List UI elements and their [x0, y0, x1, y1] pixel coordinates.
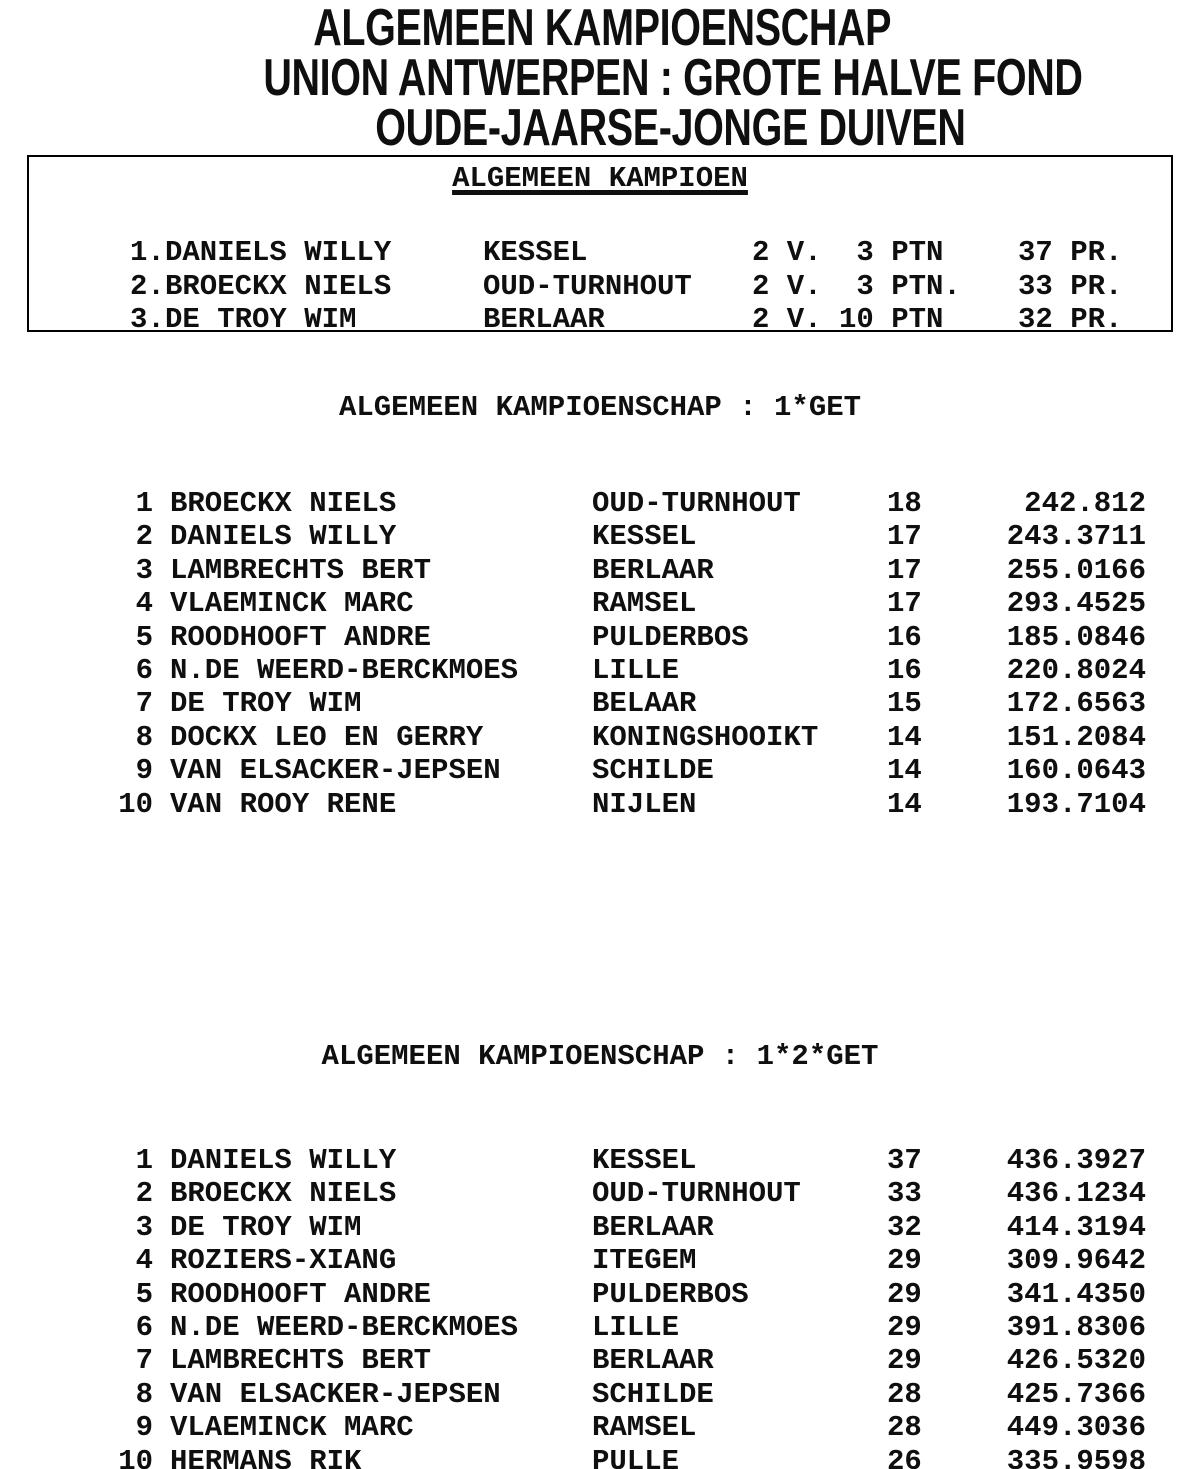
- ranking-city: BERLAAR: [592, 1344, 714, 1378]
- ranking-count: 18: [887, 487, 922, 520]
- ranking-value: 160.0643: [1006, 754, 1146, 788]
- ranking-rank: 2: [135, 1177, 153, 1211]
- ranking-rank: 5: [135, 620, 153, 654]
- champion-box-rows: [0, 236, 1200, 337]
- ranking-value: 293.4525: [1006, 587, 1146, 621]
- ranking-rank: 5: [135, 1277, 153, 1311]
- ranking-name: BROECKX NIELS: [170, 1177, 397, 1211]
- ranking-row: [0, 587, 1200, 620]
- champion-box-heading: [0, 162, 1200, 195]
- ranking-name: VLAEMINCK MARC: [170, 1411, 414, 1445]
- ranking-count: 29: [887, 1277, 922, 1311]
- section-1-2get-heading: ALGEMEEN KAMPIOENSCHAP : 1*2*GET: [321, 1040, 879, 1073]
- ranking-city: OUD-TURNHOUT: [592, 1177, 801, 1211]
- champion-position: 2.: [130, 269, 165, 303]
- champion-prizes: 33 PR.: [1018, 269, 1123, 303]
- section-1-2get-table: [0, 1144, 1200, 1469]
- ranking-row: [0, 1344, 1200, 1377]
- ranking-name: VAN ELSACKER-JEPSEN: [170, 754, 501, 788]
- ranking-rank: 10: [118, 787, 153, 821]
- ranking-rank: 6: [135, 1310, 153, 1344]
- ranking-value: 309.9642: [1006, 1244, 1146, 1278]
- ranking-city: PULDERBOS: [592, 1277, 749, 1311]
- ranking-value: 391.8306: [1006, 1310, 1146, 1344]
- ranking-row: [0, 1211, 1200, 1244]
- doc-title-line-3-text: OUDE-JAARSE-JONGE DUIVEN: [374, 99, 966, 157]
- ranking-city: KESSEL: [592, 520, 697, 554]
- ranking-rank: 8: [135, 1377, 153, 1411]
- ranking-name: VLAEMINCK MARC: [170, 587, 414, 621]
- ranking-rank: 1: [135, 1144, 153, 1177]
- doc-title-line-1-text: ALGEMEEN KAMPIOENSCHAP: [313, 0, 891, 57]
- ranking-count: 32: [887, 1210, 922, 1244]
- ranking-row: [0, 487, 1200, 520]
- ranking-name: VAN ELSACKER-JEPSEN: [170, 1377, 501, 1411]
- ranking-name: HERMANS RIK: [170, 1444, 362, 1469]
- ranking-city: NIJLEN: [592, 787, 697, 821]
- doc-title-line-2-text: UNION ANTWERPEN : GROTE HALVE FOND: [263, 49, 1083, 107]
- ranking-rank: 9: [135, 1411, 153, 1445]
- ranking-city: RAMSEL: [592, 587, 697, 621]
- ranking-city: PULLE: [592, 1444, 680, 1469]
- ranking-row: [0, 1445, 1200, 1469]
- ranking-value: 436.3927: [1006, 1144, 1146, 1177]
- ranking-row: [0, 621, 1200, 654]
- ranking-row: [0, 1177, 1200, 1210]
- ranking-value: 243.3711: [1006, 520, 1146, 554]
- ranking-rank: 4: [135, 587, 153, 621]
- ranking-count: 28: [887, 1377, 922, 1411]
- ranking-row: [0, 754, 1200, 787]
- ranking-rank: 2: [135, 520, 153, 554]
- ranking-rank: 3: [135, 1210, 153, 1244]
- ranking-value: 449.3036: [1006, 1411, 1146, 1445]
- ranking-count: 37: [887, 1144, 922, 1177]
- ranking-count: 14: [887, 754, 922, 788]
- champion-position: 1.: [130, 236, 165, 269]
- ranking-count: 33: [887, 1177, 922, 1211]
- champion-result: 2 V. 10 PTN: [752, 303, 944, 336]
- champion-position: 3.: [130, 303, 165, 336]
- ranking-name: DE TROY WIM: [170, 1210, 362, 1244]
- ranking-rank: 1: [135, 487, 153, 520]
- ranking-row: [0, 687, 1200, 720]
- ranking-count: 28: [887, 1411, 922, 1445]
- ranking-city: OUD-TURNHOUT: [592, 487, 801, 520]
- ranking-city: PULDERBOS: [592, 620, 749, 654]
- champion-result: 2 V. 3 PTN: [752, 236, 944, 269]
- ranking-name: N.DE WEERD-BERCKMOES: [170, 1310, 519, 1344]
- champion-prizes: 32 PR.: [1018, 303, 1123, 336]
- champion-prizes: 37 PR.: [1018, 236, 1123, 269]
- ranking-count: 29: [887, 1310, 922, 1344]
- ranking-name: VAN ROOY RENE: [170, 787, 397, 821]
- ranking-rank: 10: [118, 1444, 153, 1469]
- ranking-count: 15: [887, 687, 922, 721]
- champion-city: BERLAAR: [483, 303, 605, 336]
- ranking-value: 425.7366: [1006, 1377, 1146, 1411]
- section-1get-table: [0, 487, 1200, 821]
- ranking-city: ITEGEM: [592, 1244, 697, 1278]
- doc-title-line-1: [2, 0, 1200, 57]
- champion-name: BROECKX NIELS: [165, 269, 392, 303]
- ranking-value: 185.0846: [1006, 620, 1146, 654]
- ranking-name: ROZIERS-XIANG: [170, 1244, 397, 1278]
- ranking-count: 17: [887, 520, 922, 554]
- ranking-city: BERLAAR: [592, 1210, 714, 1244]
- ranking-name: DANIELS WILLY: [170, 520, 397, 554]
- ranking-city: LILLE: [592, 653, 680, 687]
- ranking-name: ROODHOOFT ANDRE: [170, 1277, 432, 1311]
- ranking-name: LAMBRECHTS BERT: [170, 553, 432, 587]
- ranking-row: [0, 1144, 1200, 1177]
- section-1get-heading: ALGEMEEN KAMPIOENSCHAP : 1*GET: [338, 391, 862, 424]
- ranking-count: 17: [887, 587, 922, 621]
- champion-row: [0, 303, 1200, 337]
- ranking-rank: 7: [135, 687, 153, 721]
- ranking-rank: 7: [135, 1344, 153, 1378]
- ranking-count: 26: [887, 1444, 922, 1469]
- ranking-value: 242.812: [1024, 487, 1146, 520]
- champion-name: DANIELS WILLY: [165, 236, 392, 269]
- ranking-count: 17: [887, 553, 922, 587]
- ranking-city: KESSEL: [592, 1144, 697, 1177]
- ranking-row: [0, 554, 1200, 587]
- ranking-value: 426.5320: [1006, 1344, 1146, 1378]
- ranking-rank: 9: [135, 754, 153, 788]
- ranking-value: 193.7104: [1006, 787, 1146, 821]
- ranking-name: LAMBRECHTS BERT: [170, 1344, 432, 1378]
- ranking-row: [0, 788, 1200, 821]
- champion-box-heading-text: ALGEMEEN KAMPIOEN: [452, 162, 748, 195]
- ranking-city: BELAAR: [592, 687, 697, 721]
- ranking-city: RAMSEL: [592, 1411, 697, 1445]
- ranking-rank: 4: [135, 1244, 153, 1278]
- ranking-value: 341.4350: [1006, 1277, 1146, 1311]
- ranking-value: 335.9598: [1006, 1444, 1146, 1469]
- champion-row: [0, 236, 1200, 270]
- ranking-name: DOCKX LEO EN GERRY: [170, 720, 484, 754]
- champion-city: KESSEL: [483, 236, 588, 269]
- ranking-row: [0, 1278, 1200, 1311]
- champion-result: 2 V. 3 PTN.: [752, 269, 961, 303]
- ranking-count: 14: [887, 720, 922, 754]
- ranking-count: 29: [887, 1344, 922, 1378]
- ranking-name: DANIELS WILLY: [170, 1144, 397, 1177]
- ranking-count: 16: [887, 620, 922, 654]
- ranking-count: 14: [887, 787, 922, 821]
- ranking-value: 436.1234: [1006, 1177, 1146, 1211]
- ranking-name: BROECKX NIELS: [170, 487, 397, 520]
- ranking-value: 220.8024: [1006, 653, 1146, 687]
- ranking-row: [0, 1244, 1200, 1277]
- ranking-city: SCHILDE: [592, 1377, 714, 1411]
- ranking-rank: 6: [135, 653, 153, 687]
- ranking-city: LILLE: [592, 1310, 680, 1344]
- ranking-row: [0, 520, 1200, 553]
- ranking-rank: 3: [135, 553, 153, 587]
- champion-row: [0, 270, 1200, 304]
- ranking-city: SCHILDE: [592, 754, 714, 788]
- doc-title-line-2: [73, 49, 1200, 107]
- champion-city: OUD-TURNHOUT: [483, 269, 692, 303]
- ranking-value: 172.6563: [1006, 687, 1146, 721]
- ranking-value: 255.0166: [1006, 553, 1146, 587]
- ranking-name: ROODHOOFT ANDRE: [170, 620, 432, 654]
- ranking-city: KONINGSHOOIKT: [592, 720, 819, 754]
- ranking-row: [0, 1378, 1200, 1411]
- ranking-value: 414.3194: [1006, 1210, 1146, 1244]
- ranking-name: DE TROY WIM: [170, 687, 362, 721]
- ranking-row: [0, 721, 1200, 754]
- ranking-count: 16: [887, 653, 922, 687]
- ranking-count: 29: [887, 1244, 922, 1278]
- ranking-city: BERLAAR: [592, 553, 714, 587]
- doc-title-line-3: [70, 99, 1200, 157]
- ranking-name: N.DE WEERD-BERCKMOES: [170, 653, 519, 687]
- ranking-row: [0, 654, 1200, 687]
- ranking-value: 151.2084: [1006, 720, 1146, 754]
- ranking-row: [0, 1311, 1200, 1344]
- ranking-row: [0, 1411, 1200, 1444]
- champion-name: DE TROY WIM: [165, 303, 357, 336]
- ranking-rank: 8: [135, 720, 153, 754]
